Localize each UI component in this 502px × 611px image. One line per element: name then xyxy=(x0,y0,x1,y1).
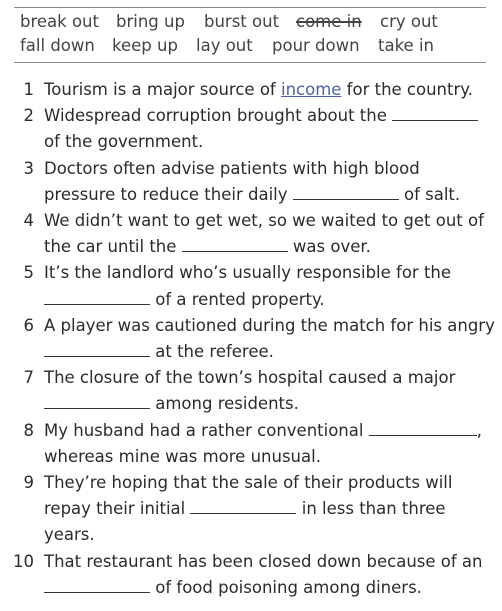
item-text: It’s the landlord who’s usually responsible for the xyxy=(44,263,452,283)
item-line xyxy=(44,182,490,208)
item-text: of the government. xyxy=(44,132,204,152)
item-text: was over. xyxy=(287,237,371,257)
item-line xyxy=(44,549,490,575)
item-line xyxy=(44,418,490,444)
word-option: keep up xyxy=(112,36,178,55)
exercise-item xyxy=(10,77,490,103)
exercise-item xyxy=(10,365,490,417)
answer-blank[interactable] xyxy=(182,237,288,252)
word-row-1 xyxy=(20,12,490,36)
item-line xyxy=(44,313,495,339)
item-line xyxy=(44,444,490,470)
item-text: A player was cautioned during the match for his angry xyxy=(44,315,495,335)
item-number: 8 xyxy=(23,420,34,440)
item-text: among residents. xyxy=(150,394,299,414)
item-number: 3 xyxy=(23,158,34,178)
item-text: The closure of the town’s hospital caused a major xyxy=(44,368,456,388)
item-line xyxy=(44,260,490,286)
word-option: lay out xyxy=(196,36,253,55)
item-number: 7 xyxy=(23,368,34,388)
item-text: of food poisoning among diners. xyxy=(150,577,422,597)
exercise-item xyxy=(10,260,490,312)
item-text: We didn’t want to get wet, so we waited to get out of xyxy=(44,211,484,231)
word-option: cry out xyxy=(380,12,438,31)
item-line xyxy=(44,103,490,129)
item-text: at the referee. xyxy=(150,342,274,362)
answer-blank[interactable] xyxy=(190,499,296,514)
item-line xyxy=(44,339,490,365)
word-option: fall down xyxy=(20,36,95,55)
item-text: pressure to reduce their daily xyxy=(44,184,293,204)
word-box xyxy=(20,12,490,60)
item-line xyxy=(44,522,490,548)
item-number: 1 xyxy=(23,80,34,99)
exercise-item xyxy=(10,470,490,549)
item-line xyxy=(44,365,490,391)
bottom-divider xyxy=(14,62,486,63)
item-text: , xyxy=(476,420,482,440)
item-number: 10 xyxy=(13,551,34,571)
answer-blank[interactable] xyxy=(369,421,477,436)
answer-blank[interactable] xyxy=(44,342,150,357)
item-text: whereas mine was more unusual. xyxy=(44,446,321,466)
answer-blank[interactable] xyxy=(44,394,150,409)
item-line xyxy=(44,470,490,496)
word-option: bring up xyxy=(116,12,185,31)
item-number: 9 xyxy=(23,473,34,493)
word-option: pour down xyxy=(272,36,360,55)
item-text: of salt. xyxy=(398,184,461,204)
item-line xyxy=(44,391,490,417)
answer-blank[interactable] xyxy=(44,578,150,593)
exercise-item xyxy=(10,549,490,601)
item-text: That restaurant has been closed down because of an xyxy=(44,551,483,571)
item-text: Widespread corruption brought about the xyxy=(44,106,393,126)
item-number: 4 xyxy=(23,211,34,231)
exercise-item xyxy=(10,208,490,260)
exercise-list xyxy=(10,77,495,601)
item-text: My husband had a rather conventional xyxy=(44,420,369,440)
example-answer: income xyxy=(280,80,342,99)
item-line xyxy=(44,234,490,260)
exercise-item xyxy=(10,156,490,208)
item-text: in less than three xyxy=(296,499,446,519)
exercise-item xyxy=(10,418,490,470)
item-line xyxy=(44,129,490,155)
word-option-used: come in xyxy=(296,12,362,31)
item-text: They’re hoping that the sale of their products will xyxy=(44,473,453,493)
word-option: burst out xyxy=(204,12,280,31)
item-number: 6 xyxy=(23,315,34,335)
item-text: for the country. xyxy=(341,80,473,99)
answer-blank[interactable] xyxy=(293,185,399,200)
item-text: Tourism is a major source of xyxy=(44,80,281,99)
item-line xyxy=(44,287,490,313)
word-option: break out xyxy=(20,12,99,31)
item-text: years. xyxy=(44,525,95,545)
word-option: take in xyxy=(378,36,434,55)
exercise-item xyxy=(10,313,495,365)
item-line xyxy=(44,575,490,601)
answer-blank[interactable] xyxy=(392,106,478,121)
top-divider xyxy=(14,7,486,8)
item-number: 5 xyxy=(23,263,34,283)
item-line xyxy=(44,496,490,522)
item-line xyxy=(44,156,490,182)
item-line xyxy=(44,77,490,103)
item-text: repay their initial xyxy=(44,499,191,519)
item-text: the car until the xyxy=(44,237,182,257)
exercise-item xyxy=(10,103,490,155)
item-line xyxy=(44,208,490,234)
item-text: of a rented property. xyxy=(150,289,325,309)
item-number: 2 xyxy=(23,106,34,126)
item-text: Doctors often advise patients with high blood xyxy=(44,158,420,178)
answer-blank[interactable] xyxy=(44,290,150,305)
word-row-2 xyxy=(20,36,490,60)
